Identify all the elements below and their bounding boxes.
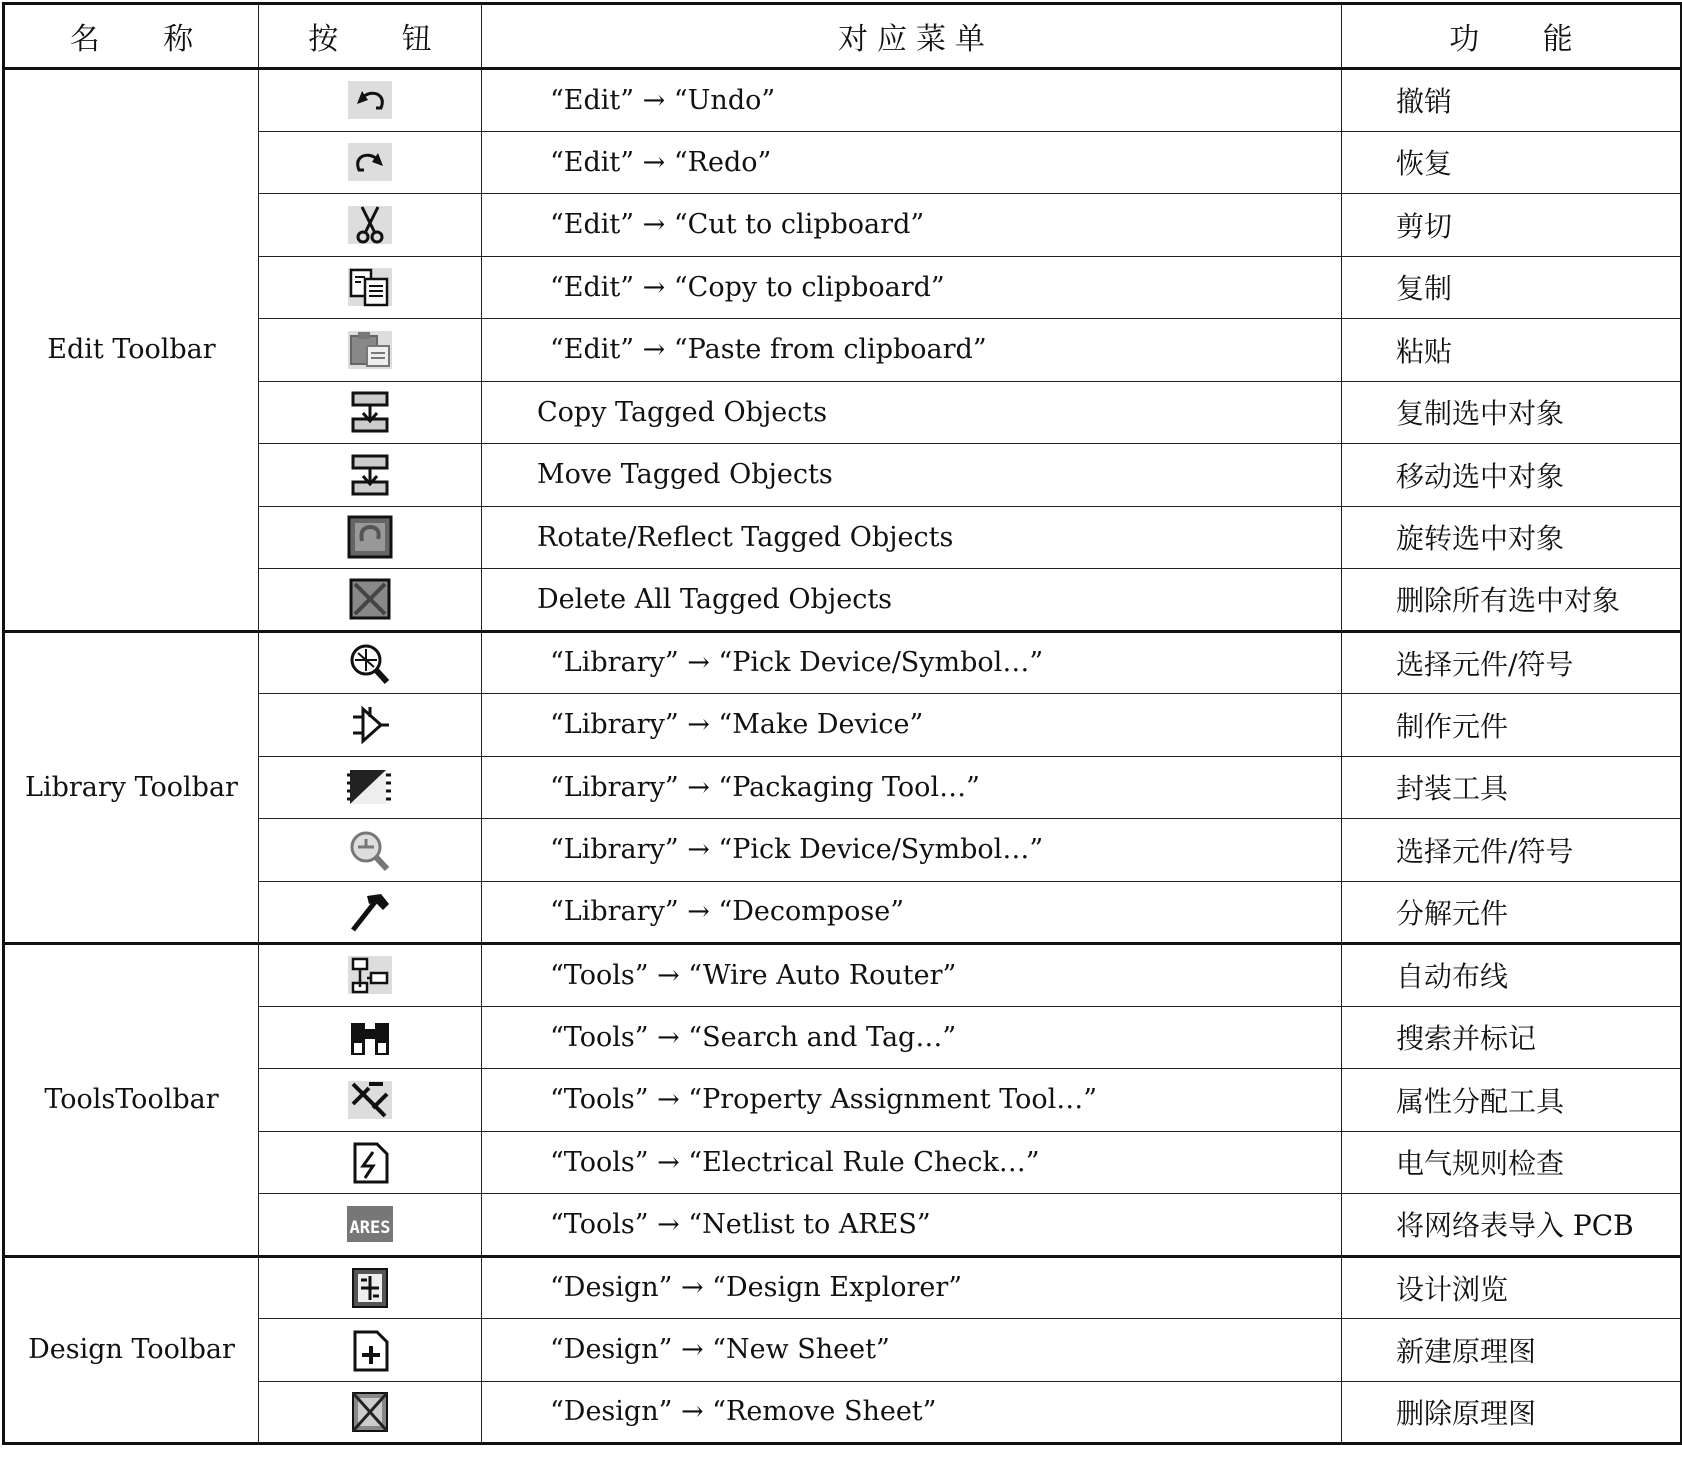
function-description: 选择元件/符号	[1342, 819, 1682, 882]
function-description: 移动选中对象	[1342, 444, 1682, 507]
menu-path: “Library” → “Make Device”	[482, 694, 1342, 757]
function-description: 删除原理图	[1342, 1381, 1682, 1444]
menu-path: “Design” → “Remove Sheet”	[482, 1381, 1342, 1444]
menu-path: “Edit” → “Undo”	[482, 69, 1342, 132]
menu-path: “Edit” → “Redo”	[482, 131, 1342, 194]
header-row	[4, 4, 1682, 69]
function-description: 封装工具	[1342, 756, 1682, 819]
toolbar-button-cell	[259, 1194, 482, 1257]
toolbar-button-cell	[259, 381, 482, 444]
new-sheet-icon	[345, 1328, 395, 1372]
menu-path: “Design” → “New Sheet”	[482, 1319, 1342, 1382]
menu-path: “Edit” → “Cut to clipboard”	[482, 194, 1342, 257]
pick-device-icon	[345, 641, 395, 685]
function-description: 搜索并标记	[1342, 1006, 1682, 1069]
ares-icon	[345, 1202, 395, 1246]
function-description: 撤销	[1342, 69, 1682, 132]
block-copy-icon	[345, 390, 395, 434]
paste-icon	[345, 328, 395, 372]
menu-path: “Tools” → “Netlist to ARES”	[482, 1194, 1342, 1257]
function-description: 粘贴	[1342, 319, 1682, 382]
menu-path: “Library” → “Packaging Tool…”	[482, 756, 1342, 819]
header-button: 按 钮	[259, 4, 482, 69]
toolbar-button-cell	[259, 1381, 482, 1444]
packaging-tool-icon	[345, 765, 395, 809]
block-rotate-icon	[345, 515, 395, 559]
header-function: 功 能	[1342, 4, 1682, 69]
toolbar-button-cell	[259, 1319, 482, 1382]
toolbar-button-cell	[259, 819, 482, 882]
toolbar-name: ToolsToolbar	[4, 944, 259, 1257]
redo-icon	[345, 140, 395, 184]
toolbar-button-cell	[259, 1131, 482, 1194]
toolbar-button-cell	[259, 756, 482, 819]
function-description: 电气规则检查	[1342, 1131, 1682, 1194]
toolbar-name: Library Toolbar	[4, 631, 259, 944]
function-description: 自动布线	[1342, 944, 1682, 1007]
function-description: 设计浏览	[1342, 1256, 1682, 1319]
toolbar-button-cell	[259, 1256, 482, 1319]
function-description: 选择元件/符号	[1342, 631, 1682, 694]
ares-icon-label: ARES	[349, 1218, 391, 1239]
toolbar-button-cell	[259, 131, 482, 194]
electrical-rule-check-icon	[345, 1140, 395, 1184]
menu-path: Rotate/Reflect Tagged Objects	[482, 506, 1342, 569]
toolbar-button-cell	[259, 944, 482, 1007]
undo-icon	[345, 78, 395, 122]
block-delete-icon	[345, 577, 395, 621]
design-explorer-icon	[345, 1266, 395, 1310]
menu-path: “Design” → “Design Explorer”	[482, 1256, 1342, 1319]
menu-path: Delete All Tagged Objects	[482, 569, 1342, 632]
function-description: 剪切	[1342, 194, 1682, 257]
pick-symbol-icon	[345, 828, 395, 872]
toolbar-button-cell	[259, 569, 482, 632]
toolbar-button-cell	[259, 444, 482, 507]
function-description: 制作元件	[1342, 694, 1682, 757]
toolbar-button-cell	[259, 881, 482, 944]
toolbar-button-cell	[259, 1069, 482, 1132]
table-row	[4, 631, 1682, 694]
toolbar-button-cell	[259, 506, 482, 569]
function-description: 复制选中对象	[1342, 381, 1682, 444]
make-device-icon	[345, 703, 395, 747]
menu-path: “Library” → “Pick Device/Symbol…”	[482, 631, 1342, 694]
toolbar-name: Edit Toolbar	[4, 69, 259, 632]
toolbar-reference-table	[2, 2, 1682, 1445]
toolbar-name: Design Toolbar	[4, 1256, 259, 1444]
wire-auto-router-icon	[345, 953, 395, 997]
menu-path: “Library” → “Pick Device/Symbol…”	[482, 819, 1342, 882]
function-description: 属性分配工具	[1342, 1069, 1682, 1132]
table-row	[4, 1256, 1682, 1319]
remove-sheet-icon	[345, 1390, 395, 1434]
menu-path: “Tools” → “Search and Tag…”	[482, 1006, 1342, 1069]
table-row	[4, 69, 1682, 132]
decompose-hammer-icon	[345, 890, 395, 934]
menu-path: “Tools” → “Property Assignment Tool…”	[482, 1069, 1342, 1132]
toolbar-button-cell	[259, 69, 482, 132]
menu-path: “Edit” → “Copy to clipboard”	[482, 256, 1342, 319]
toolbar-button-cell	[259, 1006, 482, 1069]
toolbar-button-cell	[259, 194, 482, 257]
menu-path: Move Tagged Objects	[482, 444, 1342, 507]
toolbar-button-cell	[259, 631, 482, 694]
header-name: 名 称	[4, 4, 259, 69]
function-description: 删除所有选中对象	[1342, 569, 1682, 632]
function-description: 复制	[1342, 256, 1682, 319]
table-row	[4, 944, 1682, 1007]
menu-path: “Tools” → “Wire Auto Router”	[482, 944, 1342, 1007]
toolbar-button-cell	[259, 256, 482, 319]
toolbar-button-cell	[259, 319, 482, 382]
function-description: 旋转选中对象	[1342, 506, 1682, 569]
header-menu: 对应菜单	[482, 4, 1342, 69]
function-description: 新建原理图	[1342, 1319, 1682, 1382]
menu-path: Copy Tagged Objects	[482, 381, 1342, 444]
menu-path: “Tools” → “Electrical Rule Check…”	[482, 1131, 1342, 1194]
property-assignment-icon	[345, 1078, 395, 1122]
copy-icon	[345, 265, 395, 309]
function-description: 将网络表导入 PCB	[1342, 1194, 1682, 1257]
binoculars-icon	[345, 1015, 395, 1059]
menu-path: “Edit” → “Paste from clipboard”	[482, 319, 1342, 382]
function-description: 恢复	[1342, 131, 1682, 194]
menu-path: “Library” → “Decompose”	[482, 881, 1342, 944]
toolbar-button-cell	[259, 694, 482, 757]
scissors-icon	[345, 203, 395, 247]
block-move-icon	[345, 453, 395, 497]
function-description: 分解元件	[1342, 881, 1682, 944]
